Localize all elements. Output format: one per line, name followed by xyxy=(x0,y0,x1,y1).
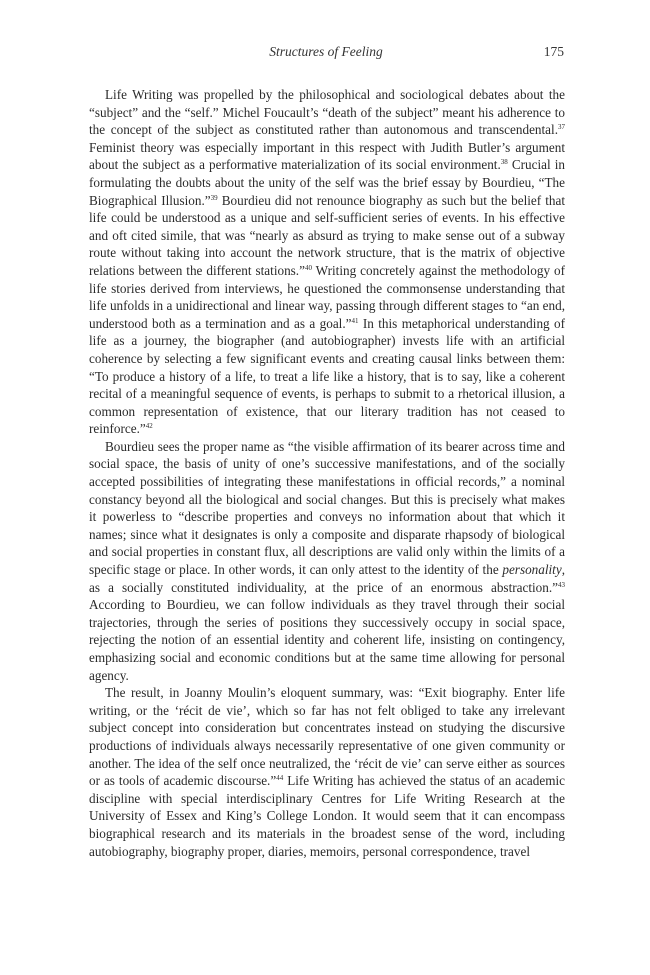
footnote-ref: 40 xyxy=(304,263,312,272)
paragraph xyxy=(89,438,565,684)
footnote-ref: 38 xyxy=(500,158,508,167)
text-run: Bourdieu did not renounce biography as such but the belief that life could be understood as a unique and self-sufficient series of events. In his effective and oft cited simile, that was “nearly as absurd as trying to make sense out of a subway route without taking into account the network structure, that is the matrix of objective relations between the different stations.” xyxy=(89,192,565,278)
text-run: Life Writing was propelled by the philosophical and sociological debates about the “subject” and the “self.” Michel Foucault’s “death of the subject” meant his adherence to the concept of the subject as constituted rather than autonomous and transcendental. xyxy=(89,87,565,138)
text-run: In this metaphorical understanding of life as a journey, the biographer (and autobiographer) invests life with an artificial coherence by selecting a few significant events and creating causal links between them: “To produce a history of a life, to treat a life like a history, that is to say, like a coherent recital of a meaningful sequence of events, is perhaps to submit to a rhetorical illusion, a common representation of existence, that our literary tradition has not ceased to reinforce.” xyxy=(89,315,565,437)
text-run: , as a socially constituted individuality, at the price of an enormous abstraction.” xyxy=(89,562,565,595)
text-run: Feminist theory was especially important in this respect with Judith Butler’s argument about the subject as a performative materialization of its social environment. xyxy=(89,139,565,173)
paragraph xyxy=(89,684,565,860)
text-run: Life Writing has achieved the status of an academic discipline with special interdisciplinary Centres for Life Writing Research at the University of Essex and King’s College London. It would seem that it can encompass biographical research and its materials in the broadest sense of the word, including autobiography, biography proper, diaries, memoirs, personal correspondence, travel xyxy=(89,773,565,859)
footnote-ref: 41 xyxy=(351,316,359,325)
text-run: Crucial in formulating the doubts about the unity of the self was the brief essay by Bourdieu, “The Biographical Illusion.” xyxy=(89,157,566,208)
text-run: Writing concretely against the methodology of life stories derived from interviews, he questioned the commonsense understanding that life unfolds in a unidirectional and linear way, passing through different stages to “an end, understood both as a termination and as a goal.” xyxy=(89,262,565,331)
text-run: According to Bourdieu, we can follow individuals as they travel through their social trajectories, through the series of positions they successively occupy in social space, rejecting the notion of an essential identity and coherent life, insisting on contingency, emphasizing social and economic conditions but at the same time allowing for personal agency. xyxy=(89,597,565,683)
footnote-ref: 43 xyxy=(558,580,565,589)
footnote-ref: 44 xyxy=(276,774,284,783)
paragraph xyxy=(89,86,565,438)
running-title: Structures of Feeling xyxy=(269,44,383,59)
footnote-ref: 42 xyxy=(145,422,153,431)
body-text xyxy=(89,86,565,860)
text-run: Bourdieu sees the proper name as “the visible affirmation of its bearer across time and social space, the basis of unity of one’s successive manifestations, and of the socially accepted possibilities of integrating these manifestations in official records,” a nominal constancy beyond all the biological and social changes. But this is precisely what makes it powerless to “describe properties and conveys no information about that which it names; since what it designates is only a composite and disparate rhapsody of biological and social properties in constant flux, all descriptions are valid only within the limits of a specific stage or place. In other words, it can only attest to the identity of the xyxy=(89,438,565,578)
emphasis-text: personality xyxy=(502,562,562,578)
page-number: 175 xyxy=(543,44,564,59)
footnote-ref: 39 xyxy=(210,193,218,202)
footnote-ref: 37 xyxy=(558,123,565,132)
text-run: The result, in Joanny Moulin’s eloquent summary, was: “Exit biography. Enter life writing, or the ‘récit de vie’, which so far has not felt obliged to take any irrelevant subject concept into consideration but concentrates instead on studying the discursive productions of individuals always necessarily representative of one given community or another. The idea of the self once neutralized, the ‘récit de vie’ can serve either as sources or as tools of academic discourse.” xyxy=(89,685,565,789)
running-head xyxy=(88,44,564,64)
